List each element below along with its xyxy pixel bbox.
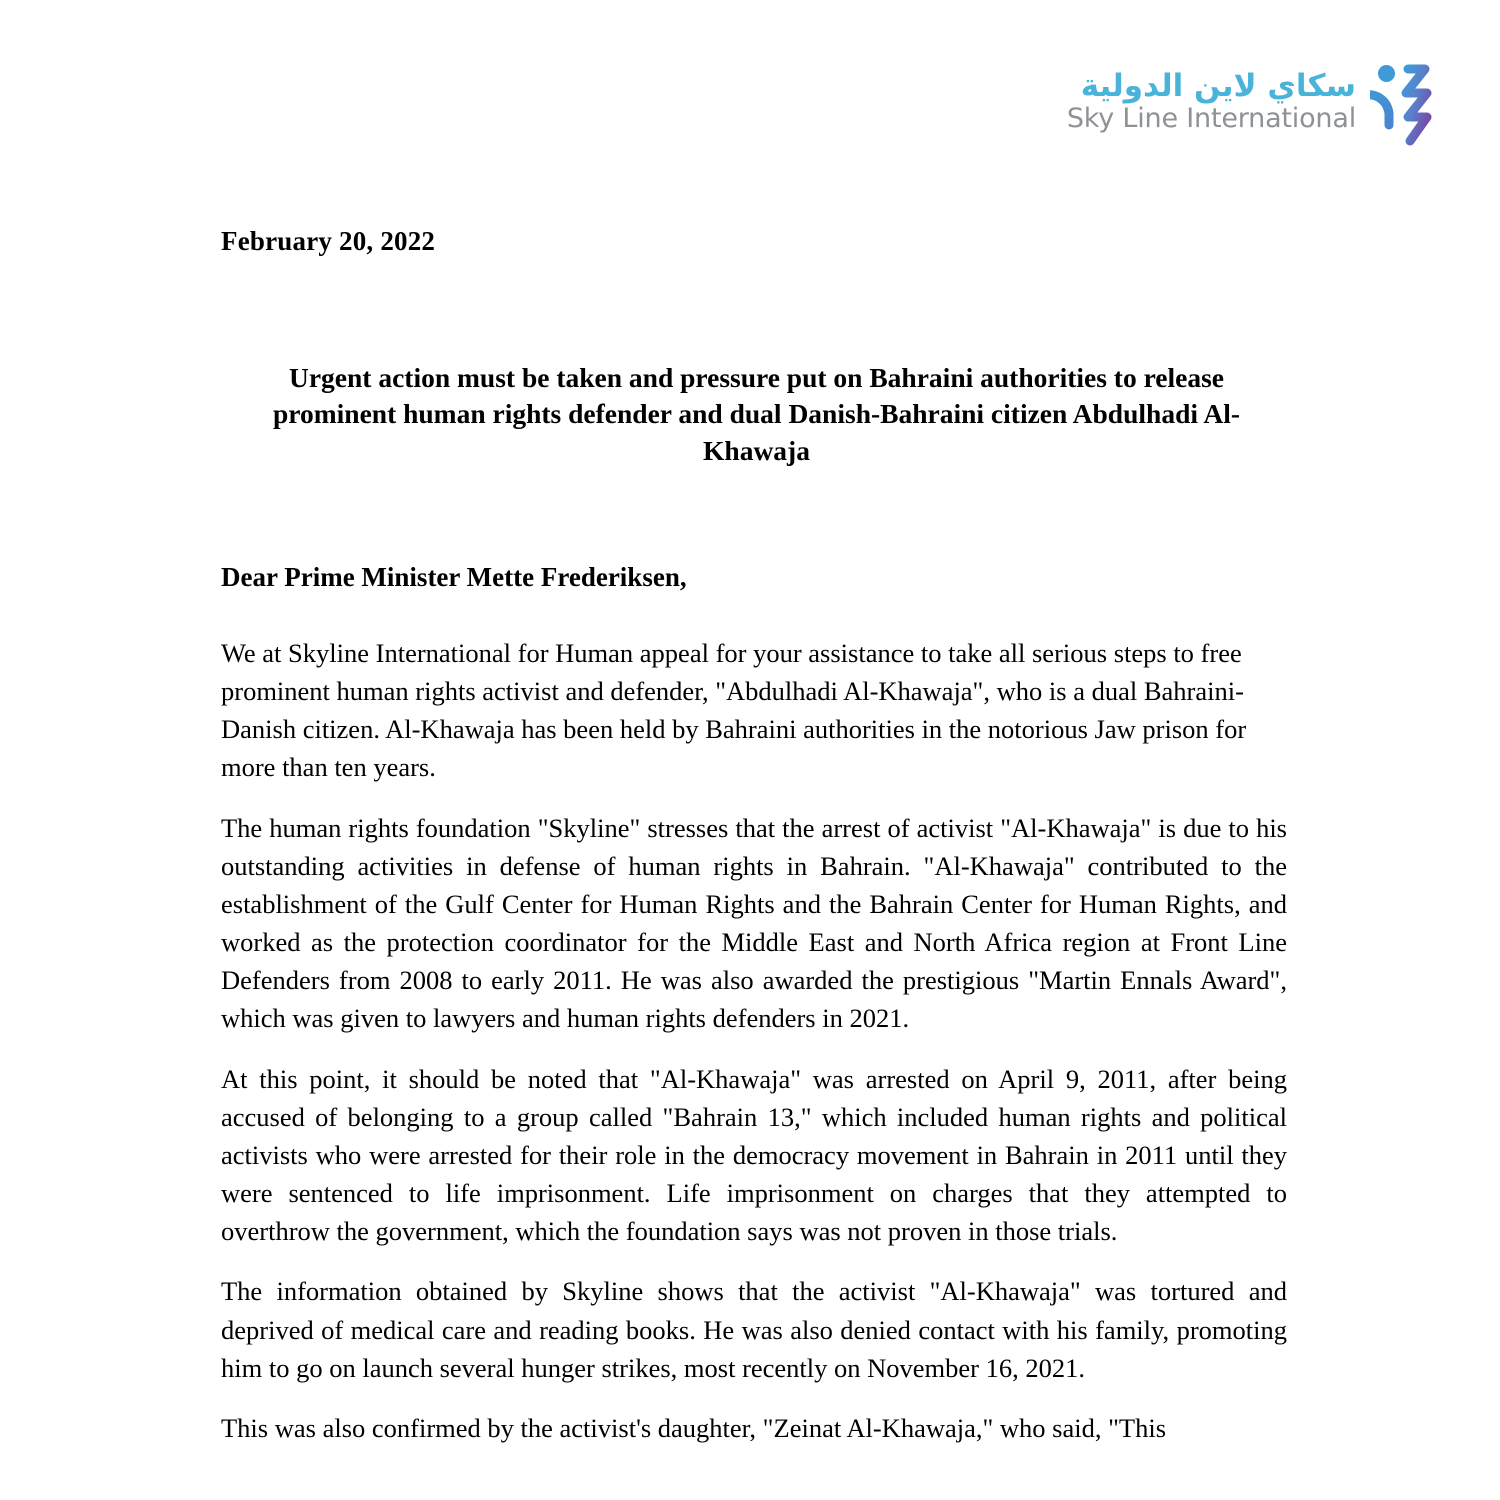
page-title: Urgent action must be taken and pressure put on Bahraini authorities to release prominent human rights defender and dual Danish-Bahraini citizen Abdulhadi Al-Khawaja — [272, 362, 1241, 466]
paragraph: At this point, it should be noted that "Al-Khawaja" was arrested on April 9, 2011, after being accused of belonging to a group called "Bahrain 13," which included human rights and political activists who were arrested for their role in the democracy movement in Bahrain in 2011 until they were sentenced to life imprisonment. Life imprisonment on charges that they attempted to overthrow the government, which the foundation says was not proven in those trials. — [221, 1063, 1287, 1247]
salutation: Dear Prime Minister Mette Frederiksen, — [221, 562, 687, 592]
paragraph: The human rights foundation "Skyline" stresses that the arrest of activist "Al-Khawaja" is due to his outstanding activities in defense of human rights in Bahrain. "Al-Khawaja" contributed to the establishment of the Gulf Center for Human Rights and the Bahrain Center for Human Rights, and worked as the protection coordinator for the Middle East and North Africa region at Front Line Defenders from 2008 to early 2011. He was also awarded the prestigious "Martin Ennals Award", which was given to lawyers and human rights defenders in 2021. — [221, 812, 1287, 1034]
logo-latin-text: Sky Line International — [1066, 102, 1356, 134]
paragraph: This was also confirmed by the activist's daughter, "Zeinat Al-Khawaja," who said, "This — [221, 1412, 1167, 1443]
paragraph: We at Skyline International for Human appeal for your assistance to take all serious steps to free prominent human rights activist and defender, "Abdulhadi Al-Khawaja", who is a dual Bahraini-Danish citizen. Al-Khawaja has been held by Bahraini authorities in the notorious Jaw prison for more than ten years. — [221, 638, 1247, 783]
logo-arabic-text: سكاي لاين الدولية — [1080, 67, 1356, 104]
paragraph: The information obtained by Skyline shows that the activist "Al-Khawaja" was tortured and deprived of medical care and reading books. He was also denied contact with his family, promoting him to go on launch several hunger strikes, most recently on November 16, 2021. — [221, 1276, 1287, 1383]
sky-line-running-figure-icon — [1370, 55, 1442, 147]
logo-wordmark — [1066, 67, 1356, 134]
letter-date: February 20, 2022 — [221, 226, 436, 256]
letter-body — [221, 634, 1287, 1447]
letterhead — [1067, 55, 1442, 147]
